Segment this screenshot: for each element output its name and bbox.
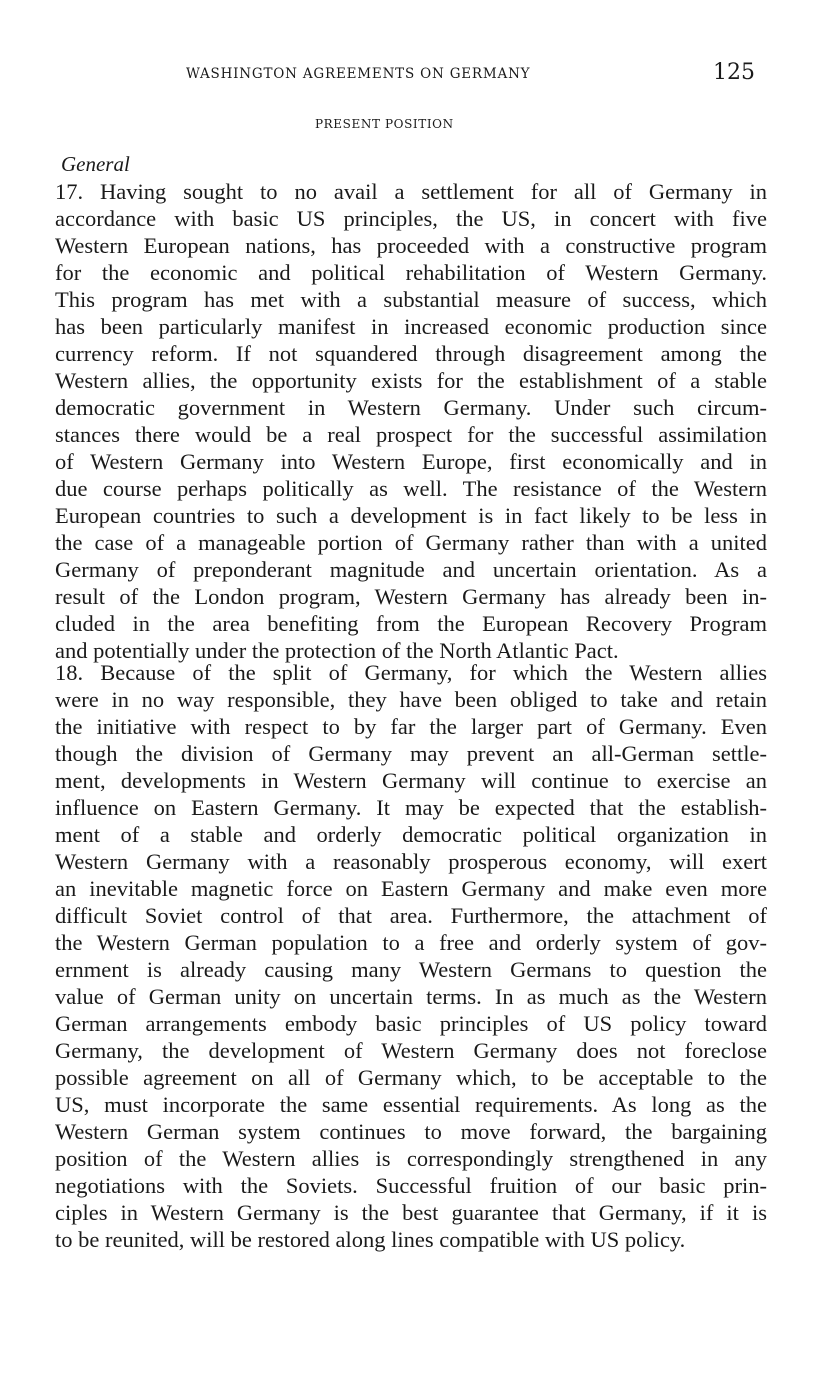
- text-line: ment, developments in Western Germany will continue to exercise an: [55, 768, 767, 793]
- text-line: US, must incorporate the same essential requirements. As long as the: [55, 1092, 767, 1117]
- text-line: position of the Western allies is correspondingly strengthened in any: [55, 1146, 767, 1171]
- text-line: the Western German population to a free and orderly system of gov-: [55, 930, 767, 955]
- text-line: German arrangements embody basic principles of US policy toward: [55, 1011, 767, 1036]
- running-title: WASHINGTON AGREEMENTS ON GERMANY: [186, 66, 531, 82]
- text-line: the initiative with respect to by far the larger part of Germany. Even: [55, 714, 767, 739]
- text-line: This program has met with a substantial measure of success, which: [55, 287, 767, 312]
- text-line: 17. Having sought to no avail a settlement for all of Germany in: [55, 179, 767, 204]
- text-line: influence on Eastern Germany. It may be expected that the establish-: [55, 795, 767, 820]
- text-line: for the economic and political rehabilitation of Western Germany.: [55, 260, 767, 285]
- text-line: ment of a stable and orderly democratic political organization in: [55, 822, 767, 847]
- text-line: due course perhaps politically as well. The resistance of the Western: [55, 476, 767, 501]
- text-line: democratic government in Western Germany. Under such circum-: [55, 395, 767, 420]
- text-line: Western European nations, has proceeded with a constructive program: [55, 233, 767, 258]
- text-line: to be reunited, will be restored along lines compatible with US policy.: [55, 1227, 686, 1252]
- text-line: European countries to such a development is in fact likely to be less in: [55, 503, 767, 528]
- paragraph-18: [55, 659, 767, 1253]
- text-line: currency reform. If not squandered through disagreement among the: [55, 341, 767, 366]
- text-line: accordance with basic US principles, the US, in concert with five: [55, 206, 767, 231]
- text-line: result of the London program, Western Germany has already been in-: [55, 584, 767, 609]
- text-line: an inevitable magnetic force on Eastern Germany and make even more: [55, 876, 767, 901]
- text-line: Western allies, the opportunity exists for the establishment of a stable: [55, 368, 767, 393]
- text-line: stances there would be a real prospect for the successful assimilation: [55, 422, 767, 447]
- text-line: difficult Soviet control of that area. Furthermore, the attachment of: [55, 903, 767, 928]
- subheading: General: [61, 152, 130, 176]
- text-line: ciples in Western Germany is the best guarantee that Germany, if it is: [55, 1200, 767, 1225]
- text-line: of Western Germany into Western Europe, first economically and in: [55, 449, 767, 474]
- text-line: ernment is already causing many Western Germans to question the: [55, 957, 767, 982]
- text-line: negotiations with the Soviets. Successful fruition of our basic prin-: [55, 1173, 767, 1198]
- section-heading: PRESENT POSITION: [315, 117, 454, 131]
- text-line: cluded in the area benefiting from the European Recovery Program: [55, 611, 767, 636]
- text-line: has been particularly manifest in increased economic production since: [55, 314, 767, 339]
- text-line: Germany of preponderant magnitude and uncertain orientation. As a: [55, 557, 767, 582]
- text-line: 18. Because of the split of Germany, for which the Western allies: [55, 660, 767, 685]
- text-line: Western German system continues to move forward, the bargaining: [55, 1119, 767, 1144]
- text-line: the case of a manageable portion of Germany rather than with a united: [55, 530, 767, 555]
- text-line: were in no way responsible, they have been obliged to take and retain: [55, 687, 767, 712]
- text-line: Western Germany with a reasonably prosperous economy, will exert: [55, 849, 767, 874]
- page-number: 125: [713, 60, 755, 85]
- text-line: and potentially under the protection of the North Atlantic Pact.: [55, 638, 619, 663]
- text-line: though the division of Germany may prevent an all-German settle-: [55, 741, 767, 766]
- text-line: Germany, the development of Western Germany does not foreclose: [55, 1038, 767, 1063]
- text-line: possible agreement on all of Germany which, to be acceptable to the: [55, 1065, 767, 1090]
- text-line: value of German unity on uncertain terms. In as much as the Western: [55, 984, 767, 1009]
- paragraph-17: [55, 178, 767, 664]
